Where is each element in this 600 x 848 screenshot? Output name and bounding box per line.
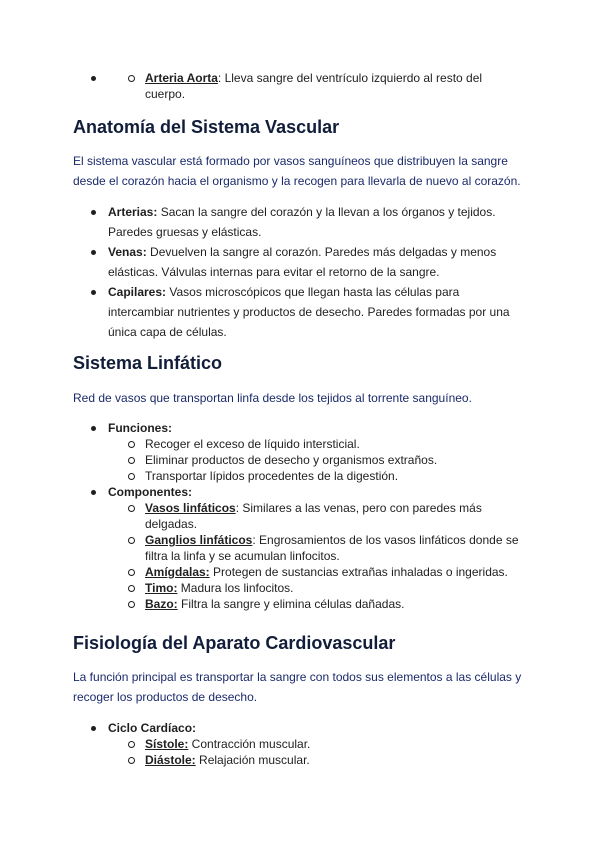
item-text: Filtra la sangre y elimina células dañadas.	[177, 597, 405, 611]
term-sistole: Sístole:	[145, 737, 189, 751]
physio-list	[0, 720, 600, 768]
term-ganglios: Ganglios linfáticos	[145, 533, 253, 547]
cycle-list	[108, 736, 528, 768]
components-list	[108, 500, 528, 612]
aorta-list	[0, 70, 600, 102]
term-capilares: Capilares:	[108, 285, 167, 299]
term-aorta: Arteria Aorta	[145, 71, 218, 85]
heading-vascular: Anatomía del Sistema Vascular	[73, 117, 340, 137]
list-item-ciclo	[0, 720, 528, 768]
list-item: Transportar lípidos procedentes de la digestión.	[108, 468, 525, 484]
list-item-componentes	[0, 484, 528, 612]
list-item-vasos	[108, 500, 525, 532]
item-text: : Lleva sangre del ventrículo izquierdo al resto del cuerpo.	[145, 71, 483, 101]
term-venas: Venas:	[108, 245, 147, 259]
list-item-bazo	[108, 596, 525, 612]
list-item: Eliminar productos de desecho y organismos extraños.	[108, 452, 525, 468]
list-item: Recoger el exceso de líquido intersticial.	[108, 436, 525, 452]
label-componentes: Componentes:	[108, 485, 192, 499]
list-item-arterias	[0, 202, 528, 242]
heading-physio: Fisiología del Aparato Cardiovascular	[73, 633, 396, 653]
item-text: : Engrosamientos de los vasos linfáticos donde se filtra la linfa y se acumulan linfocitos.	[145, 533, 519, 563]
list-item-diastole	[108, 752, 525, 768]
item-text: Madura los linfocitos.	[177, 581, 294, 595]
item-text: Vasos microscópicos que llegan hasta las células para intercambiar nutrientes y productos de desecho. Paredes formadas por una única capa de células.	[108, 285, 510, 339]
label-funciones: Funciones:	[108, 421, 173, 435]
item-text: Relajación muscular.	[195, 753, 310, 767]
lymph-list	[0, 420, 600, 612]
term-amigdalas: Amígdalas:	[145, 565, 210, 579]
item-text: Protegen de sustancias extrañas inhaladas o ingeridas.	[209, 565, 508, 579]
intro-physio: La función principal es transportar la sangre con todos sus elementos a las células y recoger los productos de desecho.	[73, 670, 522, 704]
list-item-ganglios	[108, 532, 525, 564]
item-text: : Similares a las venas, pero con paredes más delgadas.	[145, 501, 482, 531]
term-arterias: Arterias:	[108, 205, 158, 219]
list-item-funciones	[0, 420, 528, 484]
label-ciclo: Ciclo Cardíaco:	[108, 721, 197, 735]
term-diastole: Diástole:	[145, 753, 196, 767]
list-item-venas	[0, 242, 528, 282]
intro-lymph: Red de vasos que transportan linfa desde los tejidos al torrente sanguíneo.	[73, 391, 472, 405]
list-item-sistole	[108, 736, 525, 752]
functions-list	[108, 436, 528, 484]
term-timo: Timo:	[145, 581, 178, 595]
item-text: Devuelven la sangre al corazón. Paredes más delgadas y menos elásticas. Válvulas internas para evitar el retorno de la sangre.	[108, 245, 497, 279]
item-text: Sacan la sangre del corazón y la llevan a los órganos y tejidos. Paredes gruesas y elásticas.	[108, 205, 496, 239]
intro-vascular: El sistema vascular está formado por vasos sanguíneos que distribuyen la sangre desde el corazón hacia el organismo y la recogen para llevarla de nuevo al corazón.	[73, 154, 521, 188]
heading-lymph: Sistema Linfático	[73, 353, 223, 373]
vascular-list	[0, 202, 600, 342]
list-item-amigdalas	[108, 564, 525, 580]
list-item-capilares	[0, 282, 528, 342]
item-text: Contracción muscular.	[188, 737, 311, 751]
term-vasos: Vasos linfáticos	[145, 501, 236, 515]
list-item	[0, 70, 528, 102]
term-bazo: Bazo:	[145, 597, 178, 611]
list-item-aorta	[108, 70, 505, 102]
list-item-timo	[108, 580, 525, 596]
